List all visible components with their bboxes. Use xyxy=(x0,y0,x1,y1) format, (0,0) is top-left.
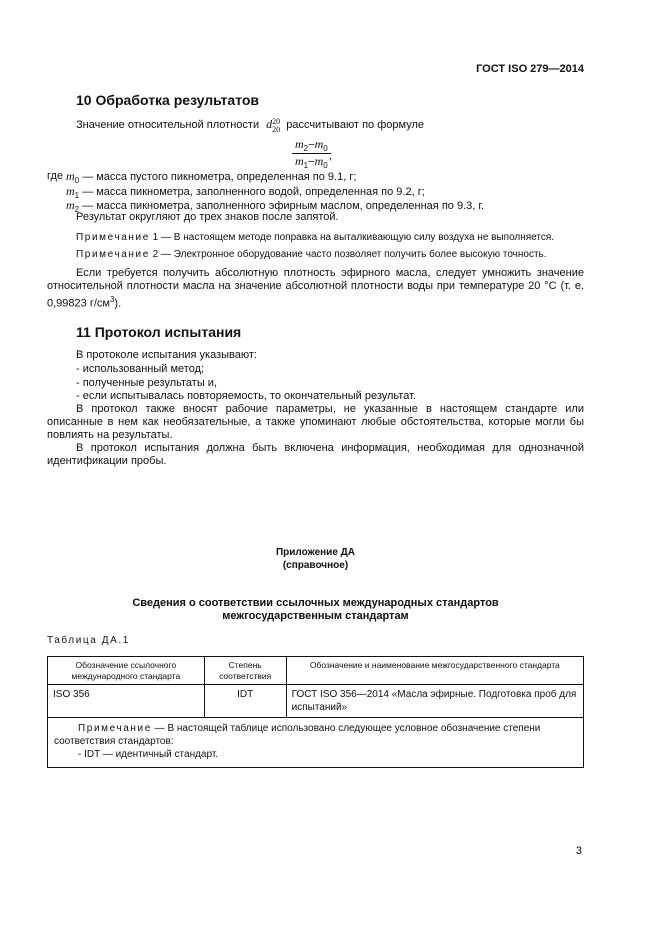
document-code: ГОСТ ISO 279—2014 xyxy=(476,63,584,75)
appendix-heading xyxy=(47,546,584,572)
protocol-intro: В протоколе испытания указывают: xyxy=(76,349,257,361)
formula-numerator: $m_2-m_0$ xyxy=(292,137,331,154)
note-1: Примечание 1 — В настоящем методе поправка на выталкивающую силу воздуха не выполняется. xyxy=(76,232,555,243)
section-11-title: 11 Протокол испытания xyxy=(76,324,242,340)
formula-end: , xyxy=(329,150,333,162)
table-row xyxy=(48,685,584,718)
column-header-international: Обозначение ссылочного международного стандарта xyxy=(48,657,205,685)
protocol-item-1: - полученные результаты и, xyxy=(76,377,218,389)
density-symbol: d 20 20 xyxy=(266,117,281,134)
table-note-text: Примечание — В настоящей таблице использовано следующее условное обозначение степени соответствия стандартов: xyxy=(54,723,541,747)
cell-degree: IDT xyxy=(204,685,286,718)
protocol-paragraph-3: В протокол испытания должна быть включена информация, необходимая для однозначной идентификации пробы. xyxy=(47,442,584,467)
appendix-subtitle: (справочное) xyxy=(282,560,349,571)
density-formula xyxy=(292,137,331,170)
page-number: 3 xyxy=(575,845,582,857)
protocol-item-2: - если испытывалась повторяемость, то окончательный результат. xyxy=(76,390,416,402)
column-header-degree: Степень соответствия xyxy=(204,657,286,685)
correspondence-table xyxy=(47,656,584,768)
section-10-title: 10 Обработка результатов xyxy=(76,92,260,108)
intro-after: рассчитывают по формуле xyxy=(286,119,424,131)
table-note xyxy=(48,718,584,768)
intro-before: Значение относительной плотности xyxy=(76,119,260,131)
section-10-intro xyxy=(76,118,424,134)
where-item-1: $m_1$ — масса пикнометра, заполненного водой, определенная по 9.2, г; xyxy=(66,184,425,201)
where-prefix: где xyxy=(47,170,64,182)
rounding-text: Результат округляют до трех знаков после запятой. xyxy=(76,211,339,223)
where-item-2: $m_2$ — масса пикнометра, заполненного эфирным маслом, определенная по 9.3, г. xyxy=(66,198,485,215)
protocol-paragraph-2: В протокол также вносят рабочие параметры, не указанные в настоящем стандарте или описанные в нем как необязательные, а также упоминают любые обстоятельства, которые могли бы повлиять на результаты. xyxy=(47,403,584,441)
table-header-row xyxy=(48,657,584,685)
cell-interstate-standard: ГОСТ ISO 356—2014 «Масла эфирные. Подготовка проб для испытаний» xyxy=(286,685,583,718)
appendix-heading-line-2: межгосударственным стандартам xyxy=(222,610,409,622)
appendix-title: Приложение ДА xyxy=(275,547,356,558)
protocol-item-0: - использованный метод; xyxy=(76,363,205,375)
appendix-section-heading xyxy=(47,597,584,623)
table-note-item: - IDT — идентичный стандарт. xyxy=(78,749,219,760)
where-item-0: $m_0$ — масса пустого пикнометра, определенная по 9.1, г; xyxy=(66,169,357,186)
cell-international-standard: ISO 356 xyxy=(48,685,205,718)
formula-denominator: $m_1-m_0$ xyxy=(295,154,328,171)
column-header-interstate: Обозначение и наименование межгосударственного стандарта xyxy=(286,657,583,685)
table-note-row xyxy=(48,718,584,768)
absolute-density-paragraph: Если требуется получить абсолютную плотность эфирного масла, следует умножить значение относительной плотности масла на значение абсолютной плотности воды при температуре 20 °C (т. е. 0,99823 $г/см^3$). xyxy=(47,267,584,310)
note-2: Примечание 2 — Электронное оборудование часто позволяет получить более высокую точность. xyxy=(76,249,547,260)
appendix-heading-line-1: Сведения о соответствии ссылочных международных стандартов xyxy=(132,597,499,609)
table-caption: Таблица ДА.1 xyxy=(47,635,130,646)
